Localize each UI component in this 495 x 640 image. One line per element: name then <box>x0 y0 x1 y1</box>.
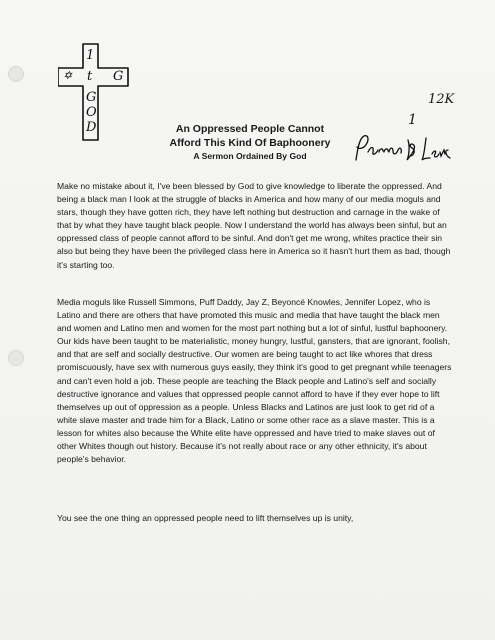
star-of-david-icon: ✡ <box>63 69 73 82</box>
title-block <box>130 122 370 163</box>
body-paragraph: Make no mistake about it, I've been blessed by God to give knowledge to liberate the oppressed. And being a black man I look at the struggle of blacks in America and how many of our media moguls and stars, though they have gotten rich, they have left nothing but destruction and carnage in the wake of that by what they have taught black people. Now I understand the world has always been sinful, but an oppressed class of people cannot afford to be sinful. And don't get me wrong, whites practice their sin also but being they have been the privileged class here in America so it hasn't hurt them as bad, though it's starting too. <box>57 181 451 270</box>
handwritten-page-number: 1 <box>408 112 417 128</box>
page-title-line-2: Afford This Kind Of Baphoonery <box>169 137 331 149</box>
cross-center-label: t <box>87 69 93 84</box>
cross-bottom-letter: O <box>86 105 97 120</box>
body-paragraph: Media moguls like Russell Simmons, Puff Daddy, Jay Z, Beyoncé Knowles, Jennifer Lopez, who is Latino and there are others that have promoted this music and media that have taught the black men and women and Latino men and women for the most part nothing but a lot of sinful, lustful baphoonery. Our kids have been taught to be materialistic, money hungry, lustful, gansters, that are ignorant, foolish, and that are self and socially destructive. Our women are being taught to act like whores that dress promiscuously, have sex with numerous guys easily, they think it's good to get pregnant while teenagers and can't even hold a job. These people are teaching the Black people and Latino's self and socially destructive ignorance and values that oppressed people cannot afford to have if they ever hope to lift themselves up out of oppression as a people. Unless Blacks and Latinos are just look to get rid of a white slave master and trade him for a Black, Latino or some other race as a slave master. This is a lesson for whites also because the White elite have oppressed and have tried to make slaves out of other Whites though out history. Because it's not really about race or any other ethnicity, it's about people's behavior. <box>57 297 452 465</box>
handwritten-ref-code: 12K <box>428 92 455 107</box>
body-paragraph: You see the one thing an oppressed people need to lift themselves up is unity, <box>57 513 354 523</box>
page-title: An Oppressed People Cannot <box>175 123 325 135</box>
cross-bottom-letter: D <box>86 120 97 135</box>
cross-right-label: G <box>113 69 124 84</box>
binder-hole <box>8 66 24 82</box>
binder-hole <box>8 350 24 366</box>
cross-drawing <box>58 42 134 147</box>
page-subtitle: A Sermon Ordained By God <box>193 151 307 161</box>
cross-top-label: 1 <box>86 48 95 63</box>
cross-bottom-letter: G <box>86 90 97 105</box>
